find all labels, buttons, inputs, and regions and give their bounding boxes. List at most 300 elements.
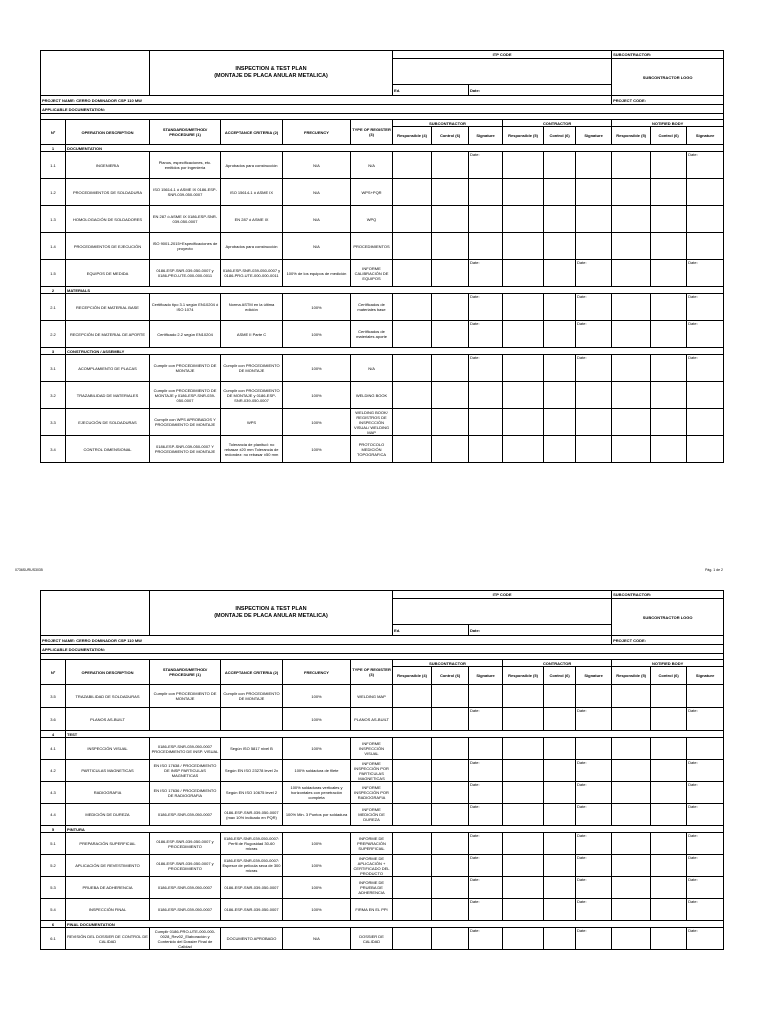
responsible-cell bbox=[393, 206, 432, 233]
page-title: INSPECTION & TEST PLAN (MONTAJE DE PLACA ANULAR METALICA) bbox=[150, 51, 393, 96]
control-cell bbox=[544, 260, 576, 287]
table-row bbox=[41, 233, 724, 260]
row-number: 2.1 bbox=[41, 294, 66, 321]
acceptance-criteria: WPS bbox=[221, 409, 283, 436]
responsible-cell bbox=[612, 233, 651, 260]
signature-date-cell: Date: bbox=[469, 708, 503, 731]
table-row bbox=[41, 782, 724, 804]
col-responsible: Responsible (4) bbox=[393, 127, 432, 145]
signature-date-cell bbox=[576, 179, 612, 206]
acceptance-criteria: Tolerancia de planitud: no rebasar ±20 mm Tolerancia de redondez: no rebasar ±50 mm bbox=[221, 436, 283, 463]
register-type: WPS+PQR bbox=[351, 179, 393, 206]
signature-date-cell: Date: bbox=[469, 152, 503, 179]
section-title: CONSTRUCTION / ASSEMBLY bbox=[66, 348, 724, 355]
col-register: TYPE OF REGISTER (3) bbox=[351, 660, 393, 685]
signature-date-cell bbox=[687, 179, 724, 206]
control-cell bbox=[544, 294, 576, 321]
section-row bbox=[41, 287, 724, 294]
signature-date-cell bbox=[469, 179, 503, 206]
control-cell bbox=[544, 233, 576, 260]
signature-date-cell bbox=[469, 738, 503, 760]
responsible-cell bbox=[393, 260, 432, 287]
frequency: N/A bbox=[283, 206, 351, 233]
responsible-cell bbox=[503, 708, 544, 731]
control-cell bbox=[432, 760, 469, 782]
section-number: 3 bbox=[41, 348, 66, 355]
responsible-cell bbox=[612, 321, 651, 348]
signature-date-cell bbox=[469, 685, 503, 708]
signature-date-cell bbox=[576, 382, 612, 409]
control-cell bbox=[651, 760, 687, 782]
standard-procedure: Certificado tipo 3.1 según EN10204 ó ISO 1074 bbox=[150, 294, 221, 321]
responsible-cell bbox=[612, 855, 651, 877]
col-signature: Signature bbox=[576, 667, 612, 685]
control-cell bbox=[544, 179, 576, 206]
col-register: TYPE OF REGISTER (3) bbox=[351, 120, 393, 145]
standard-procedure: 0186-ESP-SNR-039-050-0007 Y PROCEDIMIENTO DE MONTAJE bbox=[150, 436, 221, 463]
control-cell bbox=[432, 708, 469, 731]
frequency: 100% bbox=[283, 436, 351, 463]
control-cell bbox=[544, 152, 576, 179]
responsible-cell bbox=[612, 260, 651, 287]
standard-procedure: Planos, especificaciones, etc. emitidos por ingeniería bbox=[150, 152, 221, 179]
frequency: N/A bbox=[283, 152, 351, 179]
operation-description: HOMOLOGACIÓN DE SOLDADORES bbox=[66, 206, 150, 233]
col-operation: OPERATION DESCRIPTION bbox=[66, 120, 150, 145]
responsible-cell bbox=[503, 877, 544, 899]
signature-date-cell: Date: bbox=[687, 804, 724, 826]
row-number: 5.1 bbox=[41, 833, 66, 855]
table-row bbox=[41, 436, 724, 463]
frequency: 100% bbox=[283, 877, 351, 899]
acceptance-criteria: EN 287 ó ASME IX bbox=[221, 206, 283, 233]
itp-code-label: ITP CODE bbox=[393, 51, 612, 59]
control-cell bbox=[651, 782, 687, 804]
row-number: 1.3 bbox=[41, 206, 66, 233]
control-cell bbox=[544, 804, 576, 826]
col-acceptance: ACCEPTANCE CRITERIA (2) bbox=[221, 120, 283, 145]
row-number: 3.5 bbox=[41, 685, 66, 708]
date-label: Date: bbox=[469, 625, 612, 636]
control-cell bbox=[432, 804, 469, 826]
col-responsible: Responsible (5) bbox=[503, 667, 544, 685]
signature-date-cell bbox=[687, 685, 724, 708]
frequency: 100% bbox=[283, 738, 351, 760]
responsible-cell bbox=[612, 685, 651, 708]
signature-date-cell: Date: bbox=[576, 899, 612, 921]
signature-date-cell bbox=[576, 436, 612, 463]
row-number: 3.3 bbox=[41, 409, 66, 436]
acceptance-criteria: 0186-ESP-SNR-039-050-0007 bbox=[221, 899, 283, 921]
standard-procedure: Cumplir con WPS APROBADOS Y PROCEDIMIENTO DE MONTAJE bbox=[150, 409, 221, 436]
signature-date-cell bbox=[469, 409, 503, 436]
responsible-cell bbox=[393, 782, 432, 804]
register-type: WELDING MAP bbox=[351, 685, 393, 708]
responsible-cell bbox=[393, 833, 432, 855]
edition-label: Ed. bbox=[393, 625, 469, 636]
register-type: Certificados de materiales base bbox=[351, 294, 393, 321]
signature-date-cell: Date: bbox=[576, 760, 612, 782]
control-cell bbox=[544, 877, 576, 899]
control-cell bbox=[651, 294, 687, 321]
control-cell bbox=[432, 738, 469, 760]
register-type: DOSSIER DE CALIDAD bbox=[351, 928, 393, 950]
row-number: 5.4 bbox=[41, 899, 66, 921]
control-cell bbox=[544, 738, 576, 760]
row-number: 4.2 bbox=[41, 760, 66, 782]
register-type: PROTOCOLO MEDICIÓN TOPOGRAFICA bbox=[351, 436, 393, 463]
table-row bbox=[41, 708, 724, 731]
frequency: 100% bbox=[283, 708, 351, 731]
project-name: PROJECT NAME: CERRO DOMINADOR CSP 110 MW bbox=[41, 96, 612, 105]
table-row bbox=[41, 152, 724, 179]
responsible-cell bbox=[393, 877, 432, 899]
signature-date-cell: Date: bbox=[687, 294, 724, 321]
operation-description: MEDICIÓN DE DUREZA bbox=[66, 804, 150, 826]
control-cell bbox=[651, 152, 687, 179]
signature-date-cell: Date: bbox=[469, 355, 503, 382]
frequency: 100% bbox=[283, 685, 351, 708]
section-number: 6 bbox=[41, 921, 66, 928]
control-cell bbox=[544, 899, 576, 921]
subcontractor-label: SUBCONTRACTOR: bbox=[612, 51, 724, 59]
control-cell bbox=[544, 855, 576, 877]
signature-date-cell: Date: bbox=[687, 899, 724, 921]
control-cell bbox=[651, 355, 687, 382]
operation-description: ACOMPLAMIENTO DE PLACAS bbox=[66, 355, 150, 382]
control-cell bbox=[651, 321, 687, 348]
frequency: 100% Min. 3 Puntos por soldadura bbox=[283, 804, 351, 826]
responsible-cell bbox=[393, 409, 432, 436]
register-type: INFORME DE PREPARACIÓN SUPERFICIAL bbox=[351, 833, 393, 855]
row-number: 4.4 bbox=[41, 804, 66, 826]
section-title: PINTURA bbox=[66, 826, 724, 833]
signature-date-cell: Date: bbox=[687, 760, 724, 782]
frequency: 100% soldadura de filete bbox=[283, 760, 351, 782]
frequency: 100% bbox=[283, 355, 351, 382]
standard-procedure: EN 287 ó ASME IX 0186-ESP-SNR-039-050-0007 bbox=[150, 206, 221, 233]
responsible-cell bbox=[612, 355, 651, 382]
operation-description: TRAZABILIDAD DE MATERIALES bbox=[66, 382, 150, 409]
group-contractor: CONTRACTOR bbox=[503, 120, 612, 127]
register-type: FIRMA EN EL PPI bbox=[351, 899, 393, 921]
operation-description: RECEPCIÓN DE MATERIAL DE APORTE bbox=[66, 321, 150, 348]
control-cell bbox=[651, 206, 687, 233]
signature-date-cell: Date: bbox=[469, 294, 503, 321]
standard-procedure: 0186-ESP-SNR-039-050-0007 PROCEDIMIENTO DE INSP. VISUAL bbox=[150, 738, 221, 760]
operation-description: REVISIÓN DEL DOSSIER DE CONTROL DE CALIDAD bbox=[66, 928, 150, 950]
table-row bbox=[41, 206, 724, 233]
responsible-cell bbox=[612, 899, 651, 921]
signature-date-cell: Date: bbox=[687, 152, 724, 179]
control-cell bbox=[544, 685, 576, 708]
operation-description: EQUIPOS DE MEDIDA bbox=[66, 260, 150, 287]
col-responsible: Responsible (5) bbox=[612, 667, 651, 685]
section-number: 4 bbox=[41, 731, 66, 738]
frequency: 100% bbox=[283, 382, 351, 409]
table-row bbox=[41, 760, 724, 782]
section-title: TEST bbox=[66, 731, 724, 738]
col-signature: Signature bbox=[469, 127, 503, 145]
operation-description: PROCEDIMIENTOS DE SOLDADURA bbox=[66, 179, 150, 206]
standard-procedure: Cumplir con PROCEDIMIENTO DE MONTAJE bbox=[150, 685, 221, 708]
responsible-cell bbox=[503, 782, 544, 804]
control-cell bbox=[651, 928, 687, 950]
responsible-cell bbox=[393, 294, 432, 321]
standard-procedure: Cumplir 0186-PRO-UTE-000-000-0028_Rev02_Elaboración y Contenido del Dossier Final de Calidad bbox=[150, 928, 221, 950]
col-control: Control (6) bbox=[651, 667, 687, 685]
row-number: 4.3 bbox=[41, 782, 66, 804]
control-cell bbox=[651, 436, 687, 463]
signature-date-cell: Date: bbox=[469, 899, 503, 921]
acceptance-criteria: Cumplir con PROCEDIMIENTO DE MONTAJE bbox=[221, 355, 283, 382]
control-cell bbox=[544, 760, 576, 782]
operation-description: TRAZABILIDAD DE SOLDADURAS bbox=[66, 685, 150, 708]
standard-procedure: 0186-ESP-SNR-039-050-0007 bbox=[150, 899, 221, 921]
row-number: 1.5 bbox=[41, 260, 66, 287]
control-cell bbox=[651, 179, 687, 206]
col-responsible: Responsible (4) bbox=[393, 667, 432, 685]
itp-sheet-page-1 bbox=[15, 50, 723, 572]
responsible-cell bbox=[612, 179, 651, 206]
signature-date-cell: Date: bbox=[469, 928, 503, 950]
responsible-cell bbox=[393, 804, 432, 826]
group-notified-body: NOTIFIED BODY bbox=[612, 120, 724, 127]
table-row bbox=[41, 355, 724, 382]
table-row bbox=[41, 260, 724, 287]
signature-date-cell: Date: bbox=[469, 760, 503, 782]
signature-date-cell: Date: bbox=[469, 782, 503, 804]
signature-date-cell: Date: bbox=[687, 877, 724, 899]
project-name: PROJECT NAME: CERRO DOMINADOR CSP 110 MW bbox=[41, 636, 612, 645]
section-number: 5 bbox=[41, 826, 66, 833]
signature-date-cell: Date: bbox=[687, 782, 724, 804]
col-no: Nº bbox=[41, 660, 66, 685]
col-frequency: FRECUENCY bbox=[283, 660, 351, 685]
signature-date-cell: Date: bbox=[576, 804, 612, 826]
control-cell bbox=[432, 877, 469, 899]
row-number: 1.1 bbox=[41, 152, 66, 179]
register-type: PLANOS AS-BUILT bbox=[351, 708, 393, 731]
operation-description: PLANOS AS-BUILT bbox=[66, 708, 150, 731]
row-number: 5.3 bbox=[41, 877, 66, 899]
control-cell bbox=[432, 409, 469, 436]
control-cell bbox=[544, 206, 576, 233]
operation-description: RECEPCIÓN DE MATERIAL BASE bbox=[66, 294, 150, 321]
control-cell bbox=[651, 804, 687, 826]
control-cell bbox=[651, 855, 687, 877]
row-number: 6.1 bbox=[41, 928, 66, 950]
table-row bbox=[41, 855, 724, 877]
table-row bbox=[41, 179, 724, 206]
responsible-cell bbox=[612, 382, 651, 409]
itp-sheet-page-2 bbox=[40, 590, 723, 950]
table-row bbox=[41, 899, 724, 921]
acceptance-criteria: Según EN ISO 23278 level 2x bbox=[221, 760, 283, 782]
group-notified-body: NOTIFIED BODY bbox=[612, 660, 724, 667]
acceptance-criteria: Cumplir con PROCEDIMIENTO DE MONTAJE bbox=[221, 685, 283, 708]
control-cell bbox=[651, 899, 687, 921]
col-frequency: FRECUENCY bbox=[283, 120, 351, 145]
acceptance-criteria: Norma ASTM en la última edición bbox=[221, 294, 283, 321]
responsible-cell bbox=[612, 782, 651, 804]
responsible-cell bbox=[393, 928, 432, 950]
control-cell bbox=[432, 260, 469, 287]
acceptance-criteria: 0186-ESP-SNR-039-050-0007 (max 10% indicado en PQR) bbox=[221, 804, 283, 826]
control-cell bbox=[432, 436, 469, 463]
col-signature: Signature bbox=[687, 667, 724, 685]
standard-procedure: Certificado 2.2 según EN10204 bbox=[150, 321, 221, 348]
standard-procedure: 0186-ESP-SNR-039-050-0007 bbox=[150, 804, 221, 826]
operation-description: PREPARACIÓN SUPERFICIAL bbox=[66, 833, 150, 855]
register-type: Certificados de materiales aporte bbox=[351, 321, 393, 348]
table-row bbox=[41, 382, 724, 409]
operation-description: PRUEBA DE ADHERENCIA bbox=[66, 877, 150, 899]
responsible-cell bbox=[503, 409, 544, 436]
register-type: INFORME INSPECCIÓN POR RADIOGRAFIA bbox=[351, 782, 393, 804]
table-row bbox=[41, 833, 724, 855]
table-row bbox=[41, 685, 724, 708]
col-standards: STANDARDS/METHOD/ PROCEDURE (1) bbox=[150, 120, 221, 145]
frequency: 100% soldaduras verticales y horizontales con penetración completa bbox=[283, 782, 351, 804]
signature-date-cell: Date: bbox=[576, 877, 612, 899]
acceptance-criteria: 0186-ESP-SNR-039-050-0007 bbox=[221, 877, 283, 899]
control-cell bbox=[544, 928, 576, 950]
responsible-cell bbox=[503, 899, 544, 921]
signature-date-cell: Date: bbox=[687, 855, 724, 877]
responsible-cell bbox=[612, 708, 651, 731]
itp-body bbox=[41, 145, 724, 463]
col-responsible: Responsible (5) bbox=[503, 127, 544, 145]
col-control: Control (6) bbox=[432, 127, 469, 145]
responsible-cell bbox=[393, 152, 432, 179]
frequency: 100% bbox=[283, 321, 351, 348]
register-type: N/A bbox=[351, 355, 393, 382]
control-cell bbox=[432, 355, 469, 382]
standard-procedure: EN ISO 17638 / PROCEDIMIENTO DE INSP PARTICULAS MAGNETICAS bbox=[150, 760, 221, 782]
col-signature: Signature bbox=[687, 127, 724, 145]
page-number: Pág. 1 de 2 bbox=[705, 568, 723, 572]
col-control: Control (6) bbox=[432, 667, 469, 685]
col-signature: Signature bbox=[576, 127, 612, 145]
signature-date-cell: Date: bbox=[469, 804, 503, 826]
responsible-cell bbox=[612, 760, 651, 782]
operation-description: INSPECCIÓN FINAL bbox=[66, 899, 150, 921]
control-cell bbox=[651, 382, 687, 409]
signature-date-cell bbox=[469, 206, 503, 233]
signature-date-cell: Date: bbox=[687, 321, 724, 348]
signature-date-cell bbox=[469, 233, 503, 260]
table-row bbox=[41, 877, 724, 899]
signature-date-cell: Date: bbox=[576, 294, 612, 321]
date-label: Date: bbox=[469, 85, 612, 96]
signature-date-cell: Date: bbox=[469, 260, 503, 287]
responsible-cell bbox=[393, 179, 432, 206]
register-type: INFORME DE PRUEBA DE ADHERENCIA bbox=[351, 877, 393, 899]
control-cell bbox=[432, 782, 469, 804]
row-number: 1.4 bbox=[41, 233, 66, 260]
control-cell bbox=[544, 382, 576, 409]
applicable-documentation: APPLICABLE DOCUMENTATION: bbox=[41, 105, 724, 114]
signature-date-cell: Date: bbox=[687, 355, 724, 382]
control-cell bbox=[432, 294, 469, 321]
responsible-cell bbox=[503, 833, 544, 855]
responsible-cell bbox=[612, 436, 651, 463]
register-type: WELDING BOOK bbox=[351, 382, 393, 409]
col-control: Control (6) bbox=[651, 127, 687, 145]
responsible-cell bbox=[612, 152, 651, 179]
responsible-cell bbox=[503, 382, 544, 409]
responsible-cell bbox=[503, 260, 544, 287]
operation-description: RADIOGRAFIA bbox=[66, 782, 150, 804]
document-reference: 0736SURUS3035 bbox=[15, 568, 43, 572]
responsible-cell bbox=[612, 804, 651, 826]
operation-description: EJECUCIÓN DE SOLDADURAS bbox=[66, 409, 150, 436]
operation-description: PARTICULAS MAGNETICAS bbox=[66, 760, 150, 782]
col-no: Nº bbox=[41, 120, 66, 145]
company-logo-cell bbox=[41, 591, 150, 636]
acceptance-criteria: Según ISO 5817 nivel B bbox=[221, 738, 283, 760]
signature-date-cell: Date: bbox=[687, 928, 724, 950]
frequency: 100% bbox=[283, 899, 351, 921]
register-type: INFORME DE APLICACIÓN + CERTIFICADO DEL PRODUCTO bbox=[351, 855, 393, 877]
operation-description: INGENIERIA bbox=[66, 152, 150, 179]
frequency: 100% bbox=[283, 409, 351, 436]
project-code: PROJECT CODE: bbox=[612, 636, 724, 645]
register-type: PROCEDIMIENTOS bbox=[351, 233, 393, 260]
signature-date-cell bbox=[687, 436, 724, 463]
subcontractor-logo: SUBCONTRACTOR LOGO bbox=[612, 599, 724, 636]
control-cell bbox=[651, 877, 687, 899]
company-logo-cell bbox=[41, 51, 150, 96]
row-number: 1.2 bbox=[41, 179, 66, 206]
standard-procedure: EN ISO 17636 / PROCEDIMIENTO DE RADIOGRAFIA bbox=[150, 782, 221, 804]
signature-date-cell bbox=[687, 382, 724, 409]
row-number: 2.2 bbox=[41, 321, 66, 348]
itp-table bbox=[40, 50, 724, 463]
control-cell bbox=[432, 899, 469, 921]
col-acceptance: ACCEPTANCE CRITERIA (2) bbox=[221, 660, 283, 685]
operation-description: APLICACIÓN DE REVESTIMIENTO bbox=[66, 855, 150, 877]
standard-procedure: 0186-ESP-SNR-039-050-0007 y PROCEDIMIENTO bbox=[150, 833, 221, 855]
control-cell bbox=[651, 685, 687, 708]
itp-header bbox=[41, 51, 724, 145]
acceptance-criteria: ISO 15614-1 ó ASME IX bbox=[221, 179, 283, 206]
acceptance-criteria: Aprobados para construcción bbox=[221, 152, 283, 179]
control-cell bbox=[544, 355, 576, 382]
section-row bbox=[41, 731, 724, 738]
acceptance-criteria bbox=[221, 708, 283, 731]
section-row bbox=[41, 826, 724, 833]
control-cell bbox=[651, 833, 687, 855]
table-row bbox=[41, 409, 724, 436]
row-number: 3.4 bbox=[41, 436, 66, 463]
table-row bbox=[41, 804, 724, 826]
signature-date-cell bbox=[576, 738, 612, 760]
standard-procedure bbox=[150, 708, 221, 731]
project-code: PROJECT CODE: bbox=[612, 96, 724, 105]
subcontractor-label: SUBCONTRACTOR: bbox=[612, 591, 724, 599]
page-title: INSPECTION & TEST PLAN (MONTAJE DE PLACA ANULAR METALICA) bbox=[150, 591, 393, 636]
standard-procedure: 0186-ESP-SNR-039-050-0007 bbox=[150, 877, 221, 899]
responsible-cell bbox=[612, 877, 651, 899]
control-cell bbox=[432, 206, 469, 233]
signature-date-cell bbox=[469, 382, 503, 409]
signature-date-cell: Date: bbox=[576, 321, 612, 348]
acceptance-criteria: DOCUMENTO APROBADO bbox=[221, 928, 283, 950]
signature-date-cell: Date: bbox=[687, 833, 724, 855]
standard-procedure: 0186-ESP-SNR-039-050-0007 y 0186-PRO-UTE-000-000-0011 bbox=[150, 260, 221, 287]
